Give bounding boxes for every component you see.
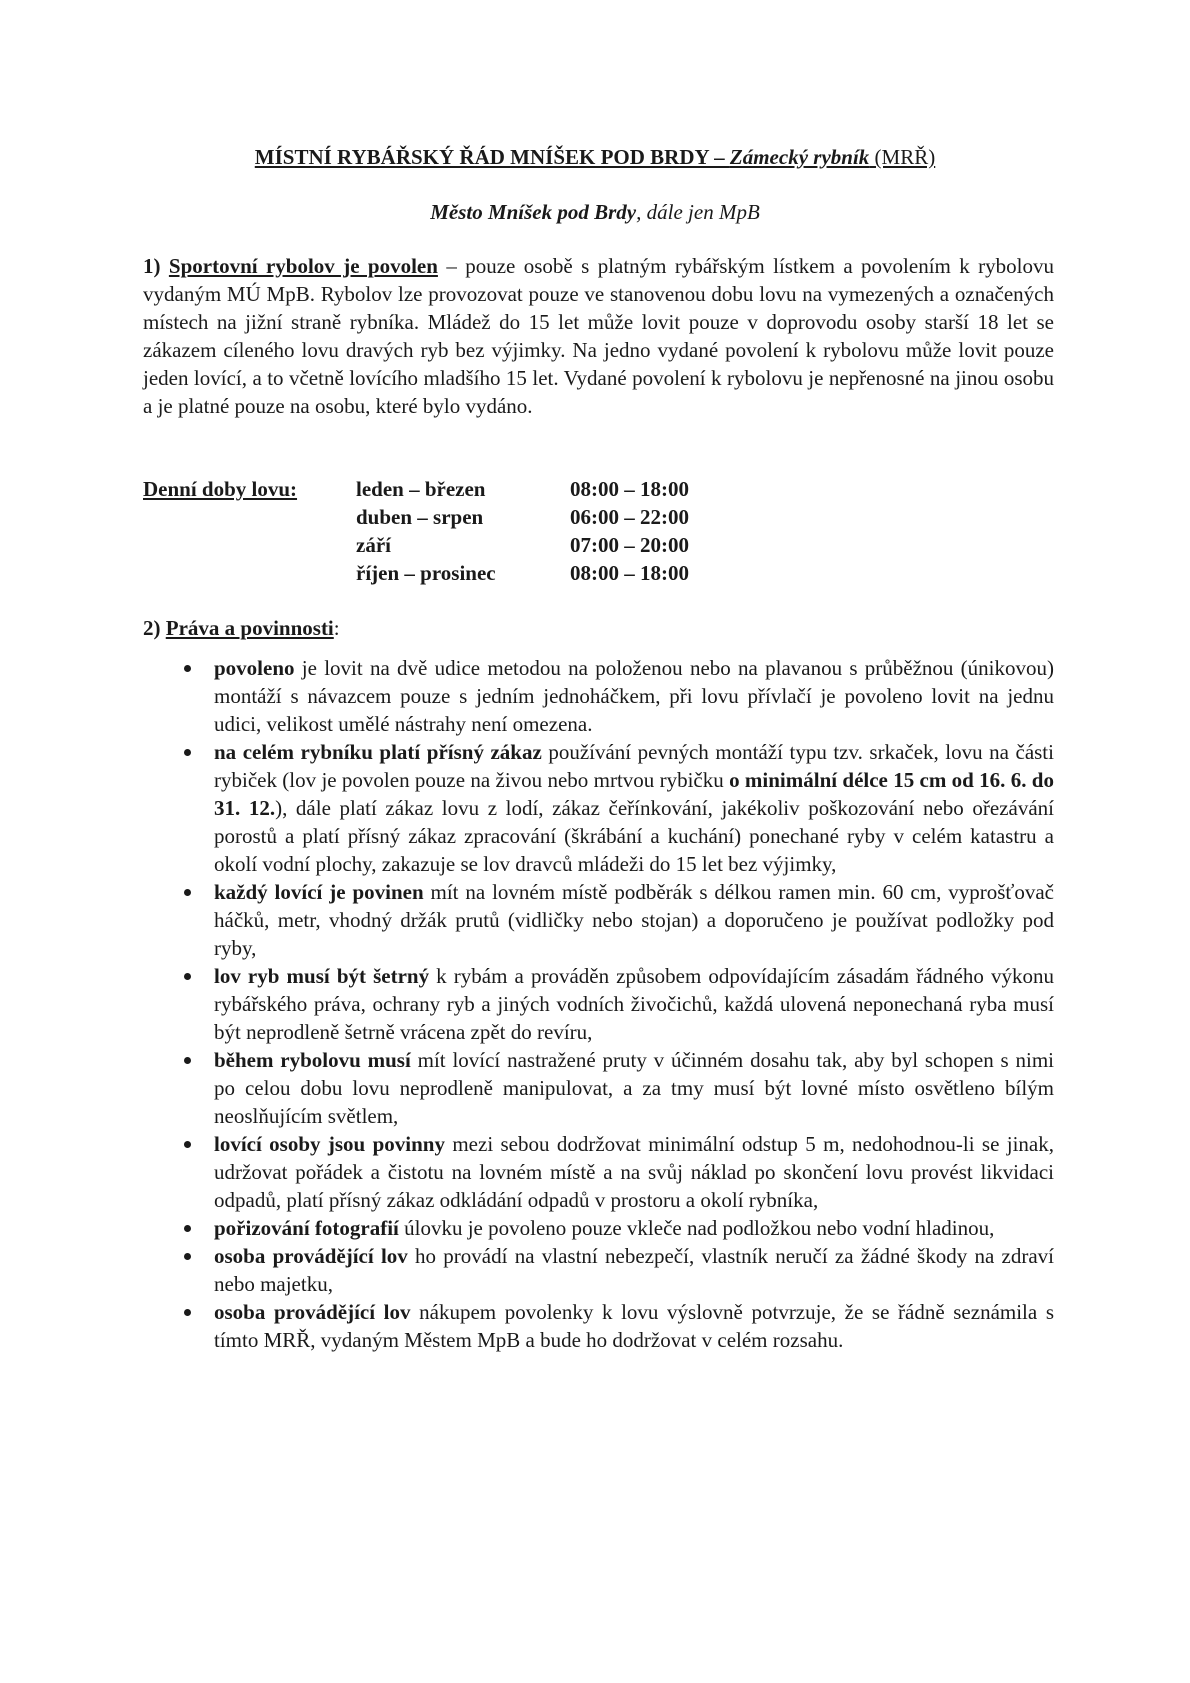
list-item-bold: každý lovící je povinen: [214, 880, 424, 904]
section-2-colon: :: [333, 616, 340, 640]
list-item-bold: osoba provádějící lov: [214, 1244, 408, 1268]
list-item-text: je lovit na dvě udice metodou na položenou nebo na plavanou s průběžnou (únikovou) montáží s návazcem pouze s jedním jednoháčkem, při lovu přívlačí je povoleno lovit na jednu udici, velikost umělé nástrahy není omezena.: [214, 656, 1054, 736]
hunting-times-months: duben – srpen: [356, 505, 484, 529]
section-2-title: Práva a povinnosti: [165, 616, 334, 640]
list-item-text: ho provádí na vlastní nebezpečí, vlastník neručí za žádné škody na zdraví nebo majetku,: [214, 1244, 1054, 1296]
hunting-times-months: leden – březen: [356, 477, 486, 501]
subtitle-rest: , dále jen MpB: [636, 200, 760, 224]
document-subtitle: [0, 198, 1190, 226]
list-item-text: mezi sebou dodržovat minimální odstup 5 m, nedohodnou-li se jinak, udržovat pořádek a čistotu na lovném místě a na svůj náklad po skončení lovu provést likvidaci odpadů, platí přísný zákaz odkládání odpadů v prostoru a okolí rybníka,: [214, 1132, 1054, 1212]
list-item-bold: na celém rybníku platí přísný zákaz: [214, 740, 542, 764]
hunting-times-months: říjen – prosinec: [356, 561, 496, 585]
list-item: [143, 1298, 1054, 1354]
hunting-times-hours: 08:00 – 18:00: [570, 561, 689, 585]
list-item-text: mít na lovném místě podběrák s délkou ramen min. 60 cm, vyprošťovač háčků, metr, vhodný držák prutů (vidličky nebo stojan) a doporučeno je používat podložky pod ryby,: [214, 880, 1054, 960]
list-item: [143, 878, 1054, 962]
list-item-bold: během rybolovu musí: [214, 1048, 411, 1072]
list-item-text: úlovku je povoleno pouze vkleče nad podložkou nebo vodní hladinou,: [398, 1216, 995, 1240]
rights-and-duties-list: [143, 654, 1054, 1354]
section-1-number: 1): [143, 254, 169, 278]
list-item: [143, 1046, 1054, 1130]
list-item: [143, 1242, 1054, 1298]
list-item: [143, 1130, 1054, 1214]
list-item-text: k rybám a prováděn způsobem odpovídajícím zásadám řádného výkonu rybářského práva, ochrany ryb a jiných vodních živočichů, každá ulovená neponechaná ryba musí být neprodleně šetrně vrácena zpět do revíru,: [214, 964, 1054, 1044]
list-item-text: nákupem povolenky k lovu výslovně potvrzuje, že se řádně seznámila s tímto MRŘ, vydaným Městem MpB a bude ho dodržovat v celém rozsahu.: [214, 1300, 1054, 1352]
list-item: [143, 654, 1054, 738]
title-main: MÍSTNÍ RYBÁŘSKÝ ŘÁD MNÍŠEK POD BRDY –: [254, 145, 730, 169]
hunting-times-hours: 06:00 – 22:00: [570, 505, 689, 529]
title-abbr: (MRŘ): [869, 145, 936, 169]
subtitle-city: Město Mníšek pod Brdy: [430, 200, 637, 224]
list-item: [143, 738, 1054, 878]
hunting-times-row: [143, 531, 843, 559]
list-item-bold: o minimální délce 15 cm od 16. 6. do 31. 12.: [214, 768, 1054, 820]
list-item-text: mít lovící nastražené pruty v účinném dosahu tak, aby byl schopen s nimi po celou dobu lovu neprodleně manipulovat, a za tmy musí být lovné místo osvětleno bílým neoslňujícím světlem,: [214, 1048, 1054, 1128]
hunting-times-row: [143, 503, 843, 531]
hunting-times-row: [143, 559, 843, 587]
list-item-bold: lovící osoby jsou povinny: [214, 1132, 445, 1156]
hunting-times-hours: 07:00 – 20:00: [570, 533, 689, 557]
hunting-times-table: [143, 475, 843, 587]
section-1-text: – pouze osobě s platným rybářským lístkem a povolením k rybolovu vydaným MÚ MpB. Rybolov lze provozovat pouze ve stanovenou dobu lovu na vymezených a označených místech na jižní straně rybníka. Mládež do 15 let může lovit pouze v doprovodu osoby starší 18 let se zákazem cíleného lovu dravých ryb bez výjimky. Na jedno vydané povolení k rybolovu může lovit pouze jeden lovící, a to včetně lovícího mladšího 15 let. Vydané povolení k rybolovu je nepřenosné na jinou osobu a je platné pouze na osobu, které bylo vydáno.: [143, 254, 1054, 418]
hunting-times-months: září: [356, 533, 391, 557]
list-item: [143, 1214, 1054, 1242]
hunting-times-label: Denní doby lovu:: [143, 477, 298, 501]
list-item: [143, 962, 1054, 1046]
hunting-times-row: [143, 475, 843, 503]
section-2-heading: [143, 614, 340, 642]
section-1-heading: Sportovní rybolov je povolen: [168, 254, 438, 278]
list-item-bold: pořizování fotografií: [214, 1216, 399, 1240]
list-item-text: používání pevných montáží typu tzv. srkaček, lovu na části rybiček (lov je povolen pouze na živou nebo mrtvou rybičku: [214, 740, 1054, 792]
list-item-bold: osoba provádějící lov: [214, 1300, 411, 1324]
list-item-bold: povoleno: [214, 656, 295, 680]
hunting-times-hours: 08:00 – 18:00: [570, 477, 689, 501]
title-place: Zámecký rybník: [729, 145, 870, 169]
section-1: [143, 252, 1054, 420]
list-item-text: ), dále platí zákaz lovu z lodí, zákaz čeřínkování, jakékoliv poškozování nebo ořezávání porostů a platí přísný zákaz zpracování (škrábání a kuchání) ponechané ryby v celém katastru a okolí vodní plochy, zakazuje se lov dravců mládeži do 15 let bez výjimky,: [214, 796, 1054, 876]
section-2-number: 2): [143, 616, 166, 640]
document-title: [0, 143, 1190, 171]
list-item-bold: lov ryb musí být šetrný: [214, 964, 430, 988]
